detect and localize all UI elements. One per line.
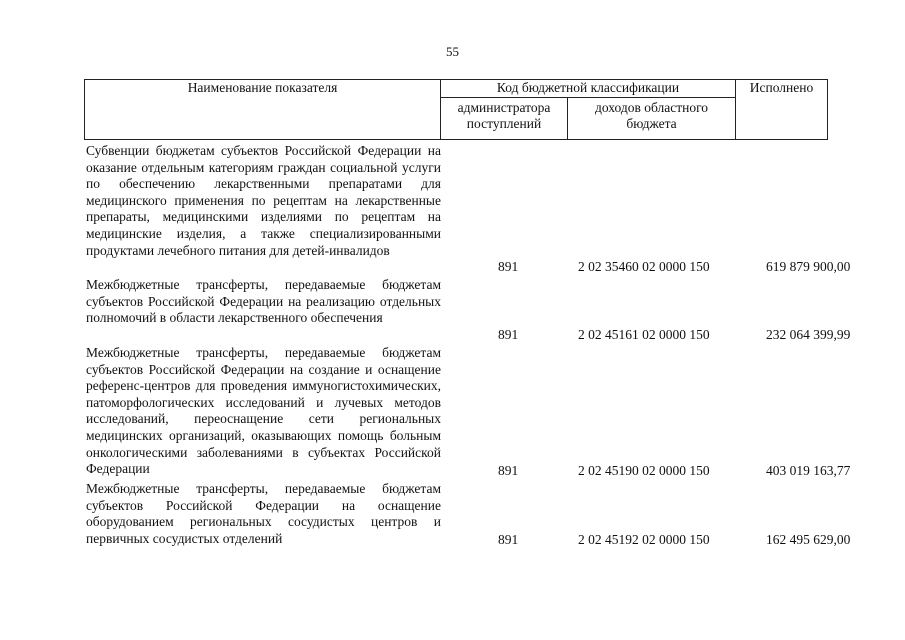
- page-number: 55: [446, 44, 459, 59]
- header-budget-code-label: Код бюджетной классификации: [496, 80, 680, 95]
- table-row-name: Межбюджетные трансферты, передаваемые бюджетам субъектов Российской Федерации на создание и оснащение референс-центров для проведения иммуногистохимических, патоморфологических исследований и лучевых методов исследований, переоснащение сети региональных медицинских организаций, оказывающих помощь больным онкологическими заболеваниями в субъектах Российской Федерации: [86, 345, 441, 477]
- header-executed-label: Исполнено: [749, 80, 814, 95]
- table-header: [84, 79, 828, 140]
- table-row-amount: 619 879 900,00: [766, 259, 851, 274]
- table-row-administrator: 891: [498, 259, 519, 274]
- header-income: [568, 98, 736, 140]
- table-row-administrator: 891: [498, 463, 519, 478]
- header-name-label: Наименование показателя: [187, 80, 338, 95]
- header-administrator: [441, 98, 568, 140]
- table-row-code: 2 02 45161 02 0000 150: [578, 327, 710, 342]
- table-row-amount: 232 064 399,99: [766, 327, 851, 342]
- table-row-amount: 162 495 629,00: [766, 532, 851, 547]
- table-row-code: 2 02 45192 02 0000 150: [578, 532, 710, 547]
- table-row-name: Субвенции бюджетам субъектов Российской Федерации на оказание отдельным категориям граждан социальной услуги по обеспечению лекарственными препаратами для медицинского применения по рецептам на лекарственные препараты, медицинскими изделиями по рецептам на медицинские изделия, а также специализированными продуктами лечебного питания для детей-инвалидов: [86, 143, 441, 258]
- header-administrator-label: администратора поступлений: [457, 100, 551, 131]
- header-name-column: [85, 80, 441, 140]
- header-budget-code: [441, 80, 736, 98]
- table-row-amount: 403 019 163,77: [766, 463, 851, 478]
- table-row-administrator: 891: [498, 327, 519, 342]
- header-executed: [736, 80, 828, 140]
- table-row-name: Межбюджетные трансферты, передаваемые бюджетам субъектов Российской Федерации на реализацию отдельных полномочий в области лекарственного обеспечения: [86, 277, 441, 326]
- table-row-name: Межбюджетные трансферты, передаваемые бюджетам субъектов Российской Федерации на оснащение оборудованием региональных сосудистых центров и первичных сосудистых отделений: [86, 481, 441, 546]
- header-income-label: доходов областного бюджета: [594, 100, 709, 131]
- table-row-code: 2 02 35460 02 0000 150: [578, 259, 710, 274]
- table-row-code: 2 02 45190 02 0000 150: [578, 463, 710, 478]
- table-row-administrator: 891: [498, 532, 519, 547]
